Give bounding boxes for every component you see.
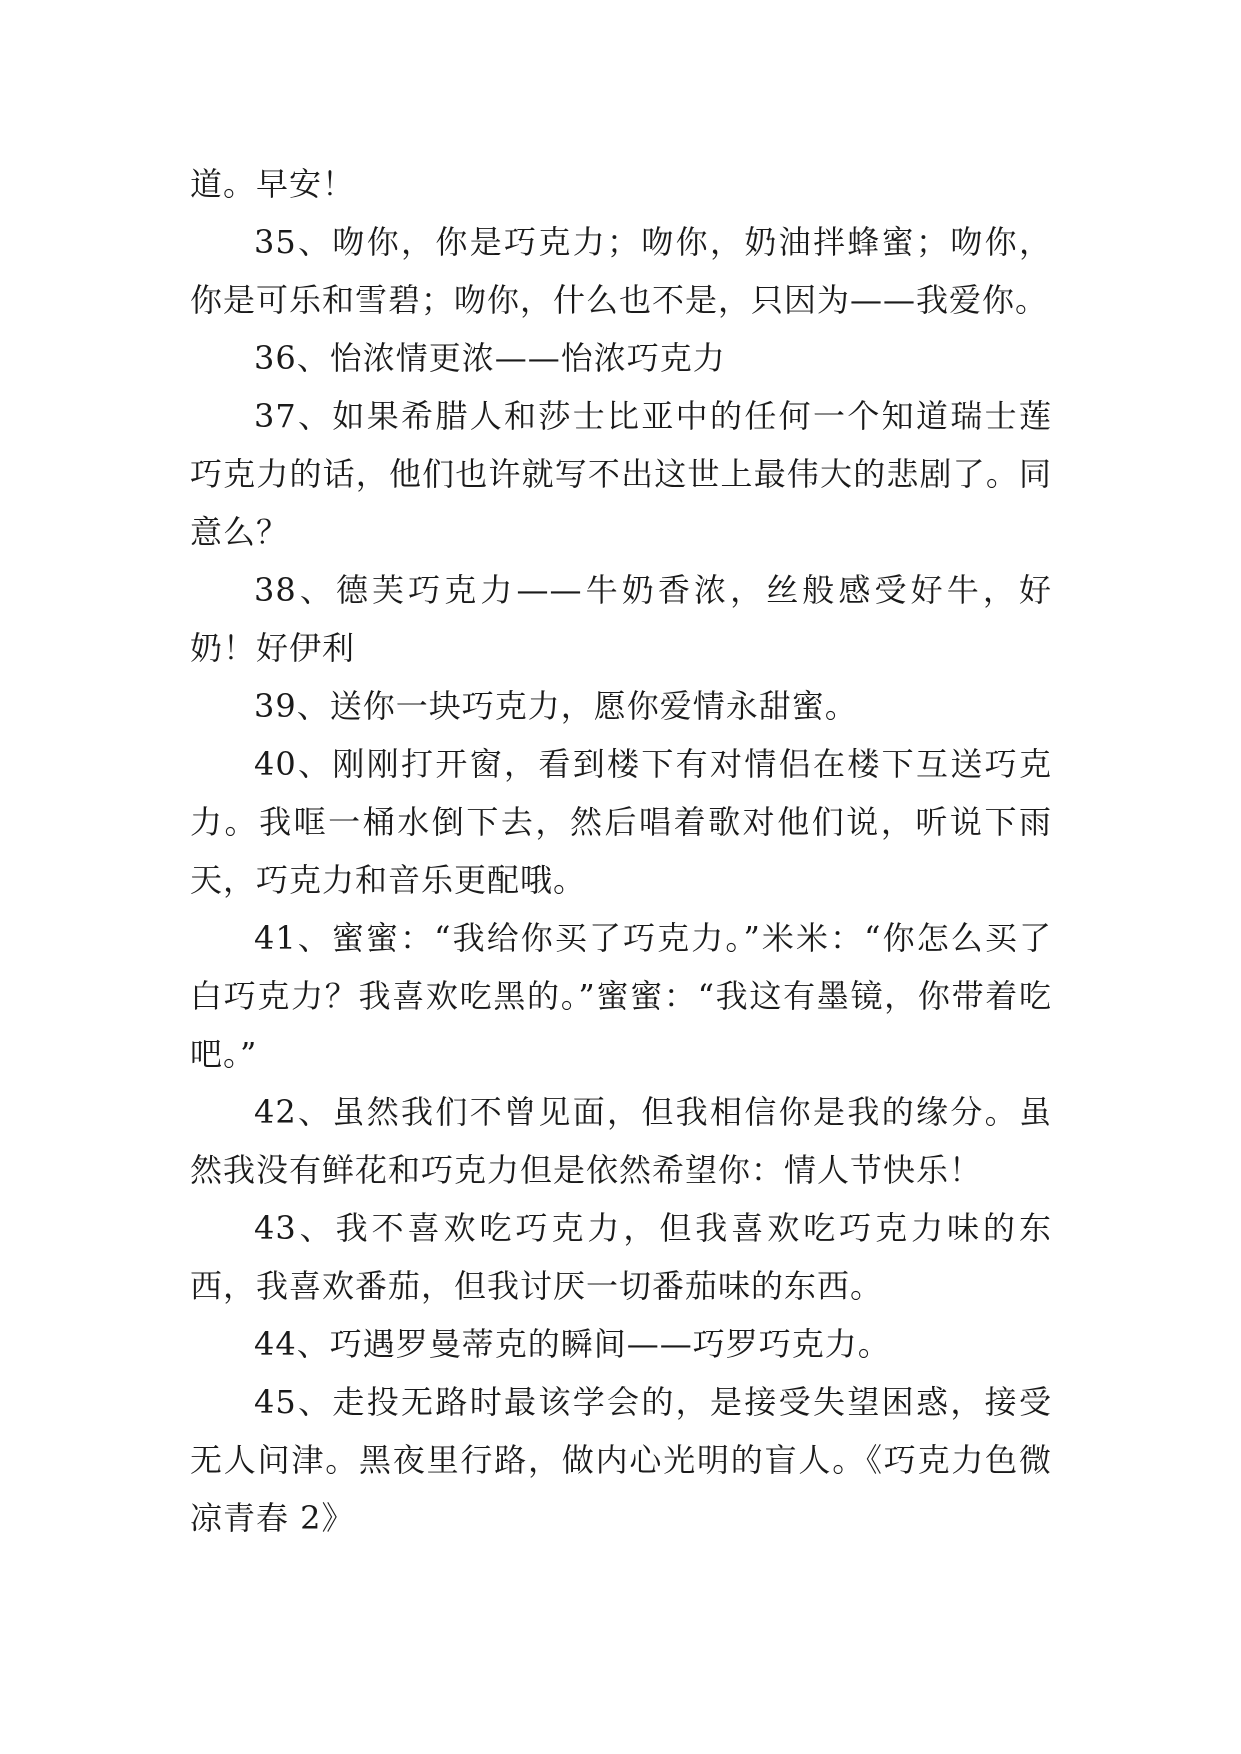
paragraph-38: 38、德芙巧克力——牛奶香浓，丝般感受好牛，好奶！好伊利	[190, 571, 1052, 667]
paragraph-44: 44、巧遇罗曼蒂克的瞬间——巧罗巧克力。	[254, 1325, 891, 1363]
paragraph-42: 42、虽然我们不曾见面，但我相信你是我的缘分。虽然我没有鲜花和巧克力但是依然希望你：情人节快乐！	[190, 1093, 1052, 1189]
paragraph-37: 37、如果希腊人和莎士比亚中的任何一个知道瑞士莲巧克力的话，他们也许就写不出这世上最伟大的悲剧了。同意么？	[190, 397, 1052, 551]
paragraph-35: 35、吻你，你是巧克力；吻你，奶油拌蜂蜜；吻你，你是可乐和雪碧；吻你，什么也不是，只因为——我爱你。	[190, 223, 1052, 319]
paragraph-43: 43、我不喜欢吃巧克力，但我喜欢吃巧克力味的东西，我喜欢番茄，但我讨厌一切番茄味的东西。	[190, 1209, 1052, 1305]
paragraph-45: 45、走投无路时最该学会的，是接受失望困惑，接受无人问津。黑夜里行路，做内心光明的盲人。《巧克力色微凉青春 2》	[190, 1383, 1052, 1537]
paragraph-continuation: 道。早安！	[190, 165, 356, 203]
paragraph-39: 39、送你一块巧克力，愿你爱情永甜蜜。	[254, 687, 858, 725]
paragraph-41: 41、蜜蜜：“我给你买了巧克力。”米米：“你怎么买了白巧克力？我喜欢吃黑的。”蜜蜜：“我这有墨镜，你带着吃吧。”	[190, 919, 1052, 1073]
document-body	[190, 155, 1052, 1547]
paragraph-40: 40、刚刚打开窗，看到楼下有对情侣在楼下互送巧克力。我哐一桶水倒下去，然后唱着歌对他们说，听说下雨天，巧克力和音乐更配哦。	[190, 745, 1052, 899]
paragraph-36: 36、怡浓情更浓——怡浓巧克力	[254, 339, 726, 377]
